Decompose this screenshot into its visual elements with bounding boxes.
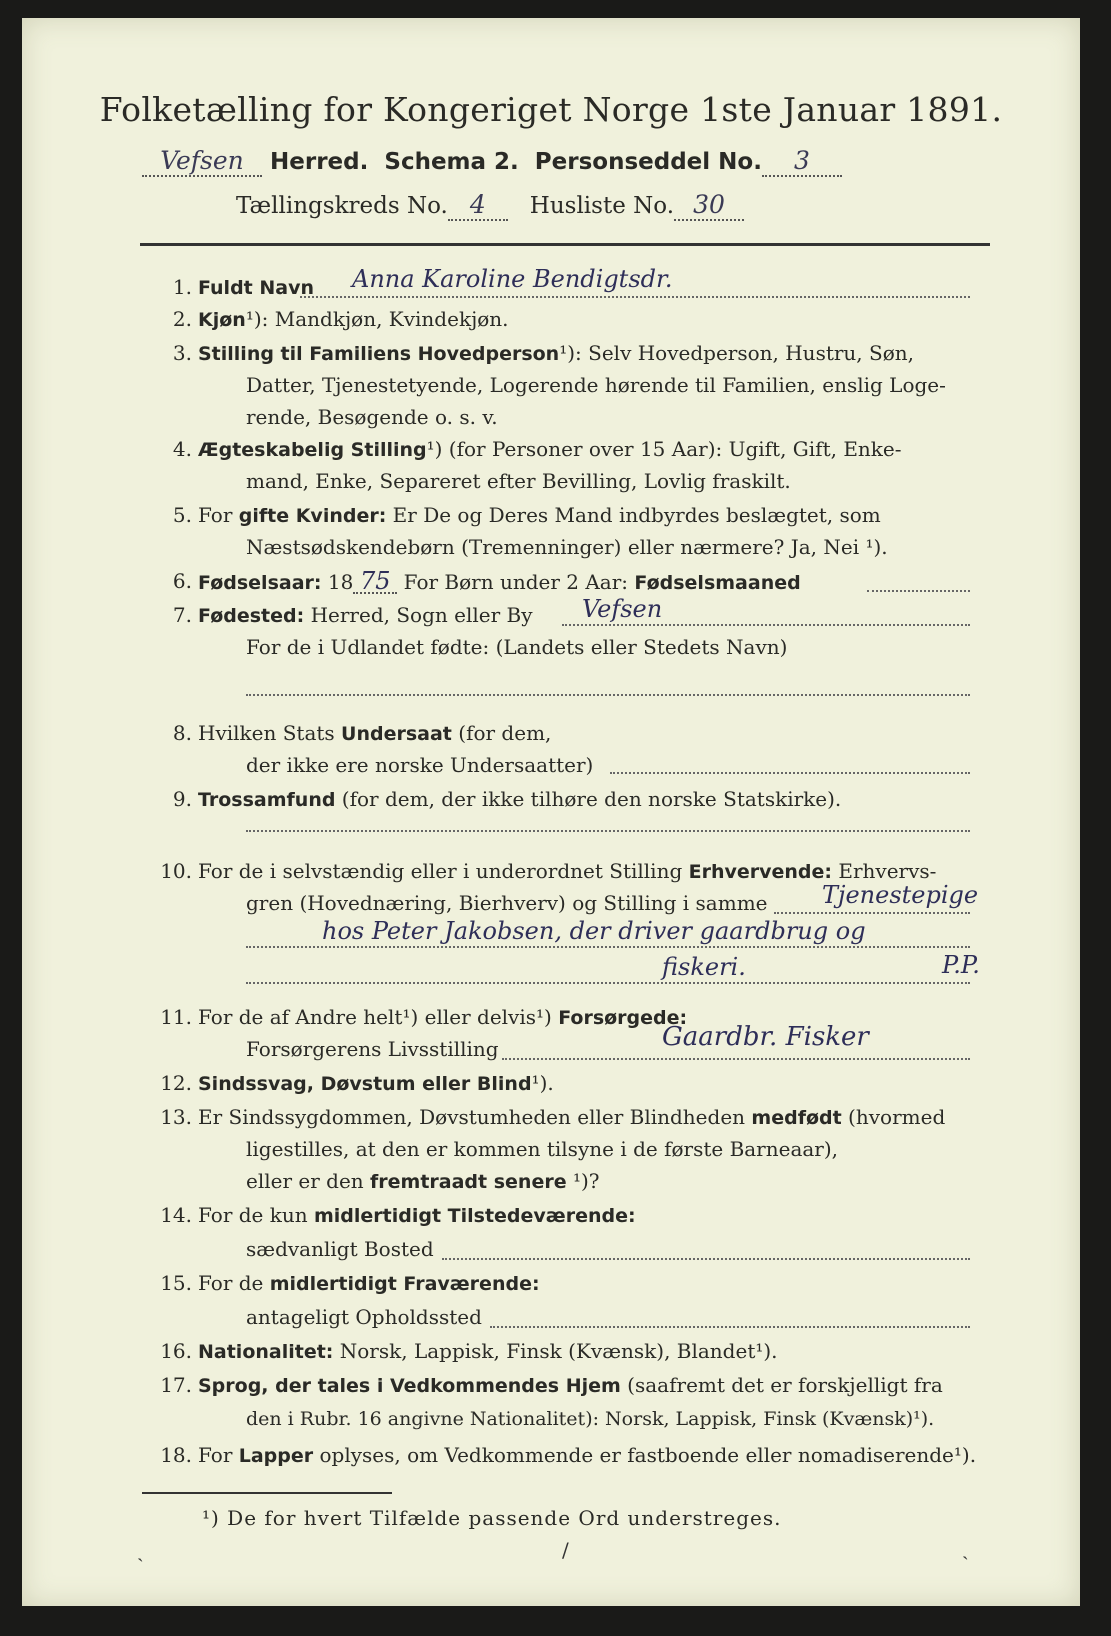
item-number: 9. <box>172 787 192 811</box>
schema-label: Schema 2. <box>384 149 519 175</box>
item-text: For de af Andre helt¹) eller delvis¹) <box>198 1005 559 1029</box>
item-label: Fødselsmaaned <box>634 572 801 594</box>
item-number: 8. <box>172 721 192 745</box>
item-text: ¹)? <box>566 1169 600 1193</box>
item-number: 18. <box>160 1443 192 1467</box>
item-number: 1. <box>172 275 192 299</box>
header-line-1 <box>142 146 842 177</box>
form-title: Folketælling for Kongeriget Norge 1ste Januar 1891. <box>99 90 1003 129</box>
full-name-value: Anna Karoline Bendigtsdr. <box>352 265 673 293</box>
item-text: For de <box>198 1271 270 1295</box>
header-rule <box>140 243 990 246</box>
taellingskreds-label: Tællingskreds No. <box>236 193 448 219</box>
item-number: 16. <box>160 1339 192 1363</box>
dotted-line <box>502 1058 970 1060</box>
item-number: 13. <box>160 1105 192 1129</box>
item-text: (for dem, der ikke tilhøre den norske Statskirke). <box>335 787 842 811</box>
dotted-line <box>246 694 970 696</box>
dotted-line <box>867 590 970 592</box>
item-number: 14. <box>160 1203 192 1227</box>
dotted-line <box>246 982 970 984</box>
item-label: Erhvervende: <box>688 861 833 883</box>
item-text: mand, Enke, Separeret efter Bevilling, Lovlig fraskilt. <box>246 469 791 493</box>
item-text: Næstsødskendebørn (Tremenninger) eller nærmere? Ja, Nei ¹). <box>246 535 888 559</box>
item-text: ¹): Mandkjøn, Kvindekjøn. <box>245 307 509 331</box>
item-number: 12. <box>160 1071 192 1095</box>
item-label: Fuldt Navn <box>198 277 315 299</box>
taellingskreds-value: 4 <box>469 190 486 219</box>
item-label: Trossamfund <box>198 789 336 811</box>
item-number: 3. <box>172 341 192 365</box>
item-text: oplyses, om Vedkommende er fastboende eller nomadiserende¹). <box>313 1443 977 1467</box>
item-text: For Børn under 2 Aar: <box>397 570 635 594</box>
item-text: antageligt Opholdssted <box>246 1305 482 1329</box>
herred-value: Vefsen <box>160 146 244 175</box>
pen-mark: / <box>562 1538 569 1562</box>
item-label: Ægteskabelig Stilling <box>198 439 427 461</box>
header-line-2 <box>236 190 744 221</box>
item-text: ¹): Selv Hovedperson, Hustru, Søn, <box>559 341 915 365</box>
item-text: For de i selvstændig eller i underordnet Stilling <box>198 859 689 883</box>
item-number: 10. <box>160 859 192 883</box>
occupation-initials: P.P. <box>942 951 980 979</box>
item-text: gren (Hovednæring, Bierhverv) og Stilling i samme <box>246 891 768 915</box>
item-text: Herred, Sogn eller By <box>304 603 533 627</box>
item-label: Nationalitet: <box>198 1341 334 1363</box>
item-text: rende, Besøgende o. s. v. <box>246 405 498 429</box>
dotted-line <box>610 772 970 774</box>
dotted-line <box>442 1258 970 1260</box>
item-text: For <box>198 503 239 527</box>
item-number: 11. <box>160 1005 192 1029</box>
item-label: Fødested: <box>198 605 305 627</box>
item-label: Forsørgede: <box>558 1007 688 1029</box>
item-text: Erhvervs- <box>832 859 937 883</box>
footnote: ¹) De for hvert Tilfælde passende Ord understreges. <box>202 1506 782 1530</box>
item-label: gifte Kvinder: <box>238 505 387 527</box>
item-label: Sindssvag, Døvstum eller Blind <box>198 1073 532 1095</box>
item-text: ¹) (for Personer over 15 Aar): Ugift, Gift, Enke- <box>426 437 902 461</box>
item-text: Er De og Deres Mand indbyrdes beslægtet, som <box>386 503 881 527</box>
dotted-line <box>300 296 970 298</box>
item-text: Norsk, Lappisk, Finsk (Kvænsk), Blandet¹). <box>333 1339 778 1363</box>
item-label: fremtraadt senere <box>370 1171 567 1193</box>
birth-year-value: 75 <box>353 570 397 594</box>
item-number: 15. <box>160 1271 192 1295</box>
dotted-line <box>246 830 970 832</box>
item-label: Undersaat <box>341 723 452 745</box>
item-label: Lapper <box>238 1445 314 1467</box>
item-label: midlertidigt Fraværende: <box>269 1273 540 1295</box>
occupation-value-1: Tjenestepige <box>822 881 979 909</box>
occupation-value-3: fiskeri. <box>662 953 746 981</box>
dotted-line <box>246 946 970 948</box>
item-text: Er Sindssygdommen, Døvstumheden eller Blindheden <box>198 1105 752 1129</box>
footnote-rule <box>142 1492 392 1494</box>
item-label: Fødselsaar: <box>198 572 322 594</box>
item-number: 17. <box>160 1373 192 1397</box>
dotted-line <box>562 624 970 626</box>
item-text: 18 <box>321 570 354 594</box>
item-label: Sprog, der tales i Vedkommendes Hjem <box>198 1375 621 1397</box>
item-text: eller er den <box>246 1169 371 1193</box>
item-label: midlertidigt Tilstedeværende: <box>313 1205 636 1227</box>
census-form-page <box>22 18 1080 1606</box>
provider-occupation-value: Gaardbr. Fisker <box>662 1022 869 1052</box>
pen-mark: ˏ <box>962 1536 969 1560</box>
item-number: 7. <box>172 603 192 627</box>
item-text: For <box>198 1443 239 1467</box>
item-text: sædvanligt Bosted <box>246 1237 434 1261</box>
husliste-value: 30 <box>693 190 725 219</box>
item-label: Stilling til Familiens Hovedperson <box>198 343 560 365</box>
item-number: 5. <box>172 503 192 527</box>
item-text: (saafremt det er forskjelligt fra <box>620 1373 943 1397</box>
herred-label: Herred. <box>270 149 369 175</box>
dotted-line <box>490 1326 970 1328</box>
item-number: 4. <box>172 437 192 461</box>
item-text: ¹). <box>531 1071 554 1095</box>
birthplace-value: Vefsen <box>582 595 663 623</box>
item-text: ligestilles, at den er kommen tilsyne i de første Barneaar), <box>246 1137 839 1161</box>
item-text: der ikke ere norske Undersaatter) <box>246 753 594 777</box>
item-label: Kjøn <box>198 309 246 331</box>
item-text: For de i Udlandet fødte: (Landets eller Stedets Navn) <box>246 635 788 659</box>
occupation-value-2: hos Peter Jakobsen, der driver gaardbrug og <box>322 917 866 945</box>
personseddel-value: 3 <box>794 146 810 175</box>
personseddel-label: Personseddel No. <box>534 149 762 175</box>
pen-mark: ˎ <box>137 1538 144 1562</box>
item-text: Hvilken Stats <box>198 721 342 745</box>
item-text: den i Rubr. 16 angivne Nationalitet): Norsk, Lappisk, Finsk (Kvænsk)¹). <box>246 1408 935 1430</box>
item-text: For de kun <box>198 1203 314 1227</box>
item-text: Datter, Tjenestetyende, Logerende hørende til Familien, enslig Loge- <box>246 373 946 397</box>
dotted-line <box>774 912 970 914</box>
item-label: medfødt <box>751 1107 842 1129</box>
item-number: 2. <box>172 307 192 331</box>
item-text: (for dem, <box>451 721 552 745</box>
husliste-label: Husliste No. <box>529 193 675 219</box>
item-text: Forsørgerens Livsstilling <box>246 1037 499 1061</box>
item-text: (hvormed <box>841 1105 946 1129</box>
item-number: 6. <box>172 569 192 593</box>
